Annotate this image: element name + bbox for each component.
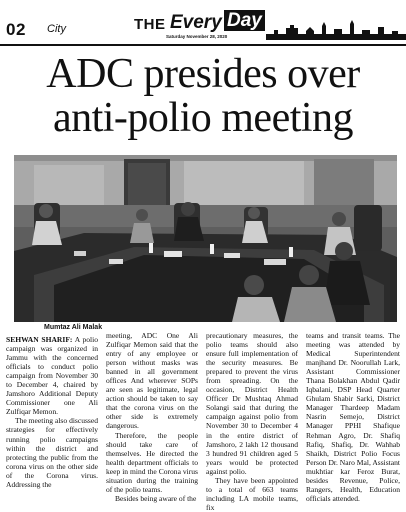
- masthead-date: Saturday November 28, 2020: [166, 34, 228, 39]
- article-column-1: [6, 335, 98, 489]
- meeting-photo: [14, 155, 397, 322]
- article-body: [6, 331, 400, 512]
- section-name: City: [47, 23, 66, 35]
- paragraph: Therefore, the people should take care of themselves. He directed the health department officials to keep in mind the Corona virus situation during the training of the polio teams.: [106, 430, 198, 494]
- article-column-3: [206, 331, 298, 512]
- article-column-2: [106, 331, 198, 503]
- paragraph: precautionary measures, the polio teams should also ensure full implementation of the security measures. Be prepared to prevent the virus from spreading. On the occasion, District Health Officer Dr Mushtaq Ahmad Solangi said that during the campaign against polio from November 30 to December 4 in the entire district of Jamshoro, 2 lakh 12 thousand 3 hundred 91 children aged 5 years would be protected against polio.: [206, 331, 298, 476]
- page-number: 02: [6, 20, 26, 39]
- byline: Mumtaz Ali Malak: [44, 324, 103, 331]
- paragraph-text: A polio campaign was organized in Jammu with the concerned officials to conduct polio campaign from November 30 to December 4, chaired by Jamshoro Additional Deputy Commissioner one Ali Zulfiqar Memon.: [6, 335, 98, 417]
- skyline-icon: [266, 18, 406, 40]
- article-column-4: [306, 331, 400, 503]
- masthead-day: Day: [224, 10, 265, 31]
- paragraph: teams and transit teams. The meeting was attended by Medical Superintendent manjhand Dr. Noorullah Lark, Assistant Commissioner Thana Bolakhan Abdul Qadir Iqbalani, DSP Head Quarter Ghulam Shabir Sarki, District Manager Thardeep Madam Nasrin Semejo, District Manager PPHI Shafique Rehman Agro, Dr. Shafiq Rafiq, Shafiq, Dr. Wahhab Shaikh, District Polio Focus Person Dr. Naro Mal, Assistant mukhtiar kar Feroz Burat, besides Revenue, Police, Rangers, Health, Education officials attended.: [306, 331, 400, 503]
- page-header: [0, 0, 406, 46]
- paragraph: meeting, ADC One Ali Zulfiqar Memon said that the entry of any employee or person without masks was banned in all government offices And wherever SOPs are seen as legitimate, legal action should be taken to say that the corona virus on the other side is extremely dangerous.: [106, 331, 198, 431]
- paragraph: [6, 335, 98, 416]
- dateline: SEHWAN SHARIF:: [6, 335, 73, 344]
- paragraph: They have been appointed to a total of 663 teams including LA mobile teams, fix: [206, 475, 298, 512]
- masthead-every: Every: [170, 12, 222, 33]
- header-rule: [0, 44, 406, 46]
- headline-line-1: ADC presides over: [46, 51, 360, 97]
- paragraph: The meeting also discussed strategies for effectively running polio campaigns within the district and protecting the public from the corona virus on the other side of the Corona virus. Addressing the: [6, 416, 98, 489]
- masthead-the: THE: [134, 16, 166, 33]
- headline-line-2: anti-polio meeting: [52, 95, 354, 141]
- paragraph: Besides being aware of the: [115, 493, 197, 503]
- headline: [0, 52, 406, 140]
